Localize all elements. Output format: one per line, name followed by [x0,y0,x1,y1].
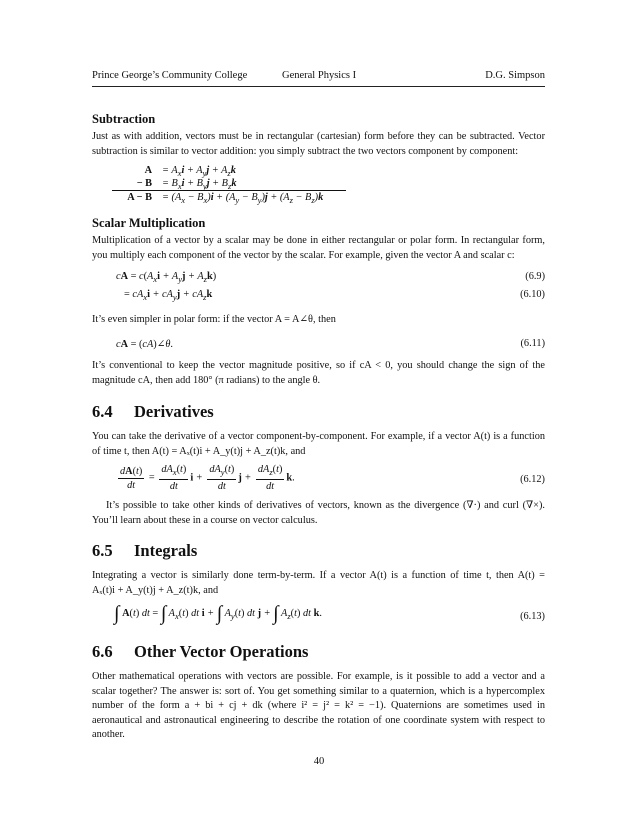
text-line: Integrating a vector is similarly done term-by-term. If a vector A(t) is a function of time t, then A(t) = [92,570,545,581]
other-operations-paragraph [92,670,545,743]
heading-scalar-multiplication: Scalar Multiplication [92,216,206,230]
text-line: magnitude cA, then add 180° (π radians) to the angle θ. [92,374,321,386]
text-line: It’s conventional to keep the vector magnitude positive, so if cA < 0, you should change the sign of the [92,360,545,371]
derivatives-paragraph [92,430,545,459]
equation-6-13: ∫ A(t) dt = ∫ $A_x(t)$ dt i + ∫ $A_y(t)$ dt j + ∫ $A_z(t)$ dt k. [114,602,322,625]
row-expression: = $A_xi + A_yj + A_zk$ [162,165,236,179]
row-label: A [144,165,152,176]
text-line: number of the form a + bi + cj + dk (where i² = j² = k² = −1). Quaternions are sometimes used in [92,700,545,711]
text-line: scalar together? The answer is: sort of. You get something similar to a quaternion, which is a hypercomplex [92,685,545,697]
equation-6-9: cA = $c(A_xi + A_yj + A_zk)$ [116,271,217,285]
equation-number: (6.12) [520,474,545,485]
row-expression: = $(A_x - B_x)i + (A_y - B_y)j + (A_z - B_z)k$ [162,192,324,206]
text-line: Multiplication of a vector by a scalar may be done in either rectangular or polar form. In rectangular form, [92,235,545,246]
section-title: Other Vector Operations [134,642,309,661]
equation-6-12: $\frac{dA(t)}{dt}$ = $\frac{dA_x(t)}{dt}$ i + $\frac{dA_y(t)}{dt}$ j + $\frac{dA_z(t)}{dt}$ k. [120,464,295,493]
row-label: − B [136,178,152,189]
equation-6-11: cA = (cA)∠θ. [116,339,173,350]
subtraction-paragraph [92,130,545,159]
text-line: It’s possible to take other kinds of derivatives of vectors, known as the divergence (∇·) and curl (∇×). [106,500,545,511]
header-institution: Prince George’s Community College [92,70,248,81]
page-number: 40 [313,756,325,767]
text-line: Just as with addition, vectors must be in rectangular (cartesian) form before they can be subtracted. Vector [92,131,545,142]
text-line: Aₓ(t)i + A_y(t)j + A_z(t)k, and [92,584,219,596]
equation-number: (6.10) [520,289,545,300]
text-line: It’s even simpler in polar form: if the vector A = A∠θ, then [92,314,336,325]
text-line: you multiply each component of the vector by the scalar. For example, given the vector A and scalar c: [92,249,515,261]
convention-paragraph [92,359,545,388]
integrals-paragraph [92,569,545,598]
equation-number: (6.13) [520,611,545,622]
section-title: Derivatives [134,402,214,421]
text-line: Other mathematical operations with vectors are possible. For example, is it possible to add a vector and a [92,671,545,682]
heading-subtraction: Subtraction [92,112,156,126]
equation-number: (6.11) [520,338,545,349]
section-title: Integrals [134,541,198,560]
derivatives-paragraph-2 [92,499,545,528]
row-expression: = $B_xi + B_yj + B_zk$ [162,178,237,192]
section-heading-other-operations [92,642,308,662]
scalar-paragraph [92,234,545,263]
equation-6-10: = $cA_xi + cA_yj + cA_zk$ [124,289,213,303]
subtraction-rule [112,190,346,191]
text-line: You can take the derivative of a vector component-by-component. For example, if a vector A(t) is a function [92,431,545,442]
header-rule [92,86,545,87]
row-label: A − B [127,192,152,203]
text-line: subtraction is similar to vector addition: you simply subtract the two vectors component by component: [92,145,519,157]
section-heading-derivatives [92,402,214,422]
text-line: of time t, then A(t) = Aₓ(t)i + A_y(t)j + A_z(t)k, and [92,445,306,457]
section-heading-integrals [92,541,197,561]
text-line: another. [92,729,125,740]
section-number: 6.6 [92,642,113,661]
header-course: General Physics I [282,70,357,81]
section-number: 6.4 [92,402,113,421]
equation-number: (6.9) [525,271,545,282]
polar-paragraph [92,313,545,328]
section-number: 6.5 [92,541,113,560]
header-author: D.G. Simpson [485,70,545,81]
text-line: You’ll learn about these in a course on vector calculus. [92,514,318,526]
text-line: aeronautical and astronautical engineering to describe the rotation of one coordinate system with respect to [92,714,545,726]
